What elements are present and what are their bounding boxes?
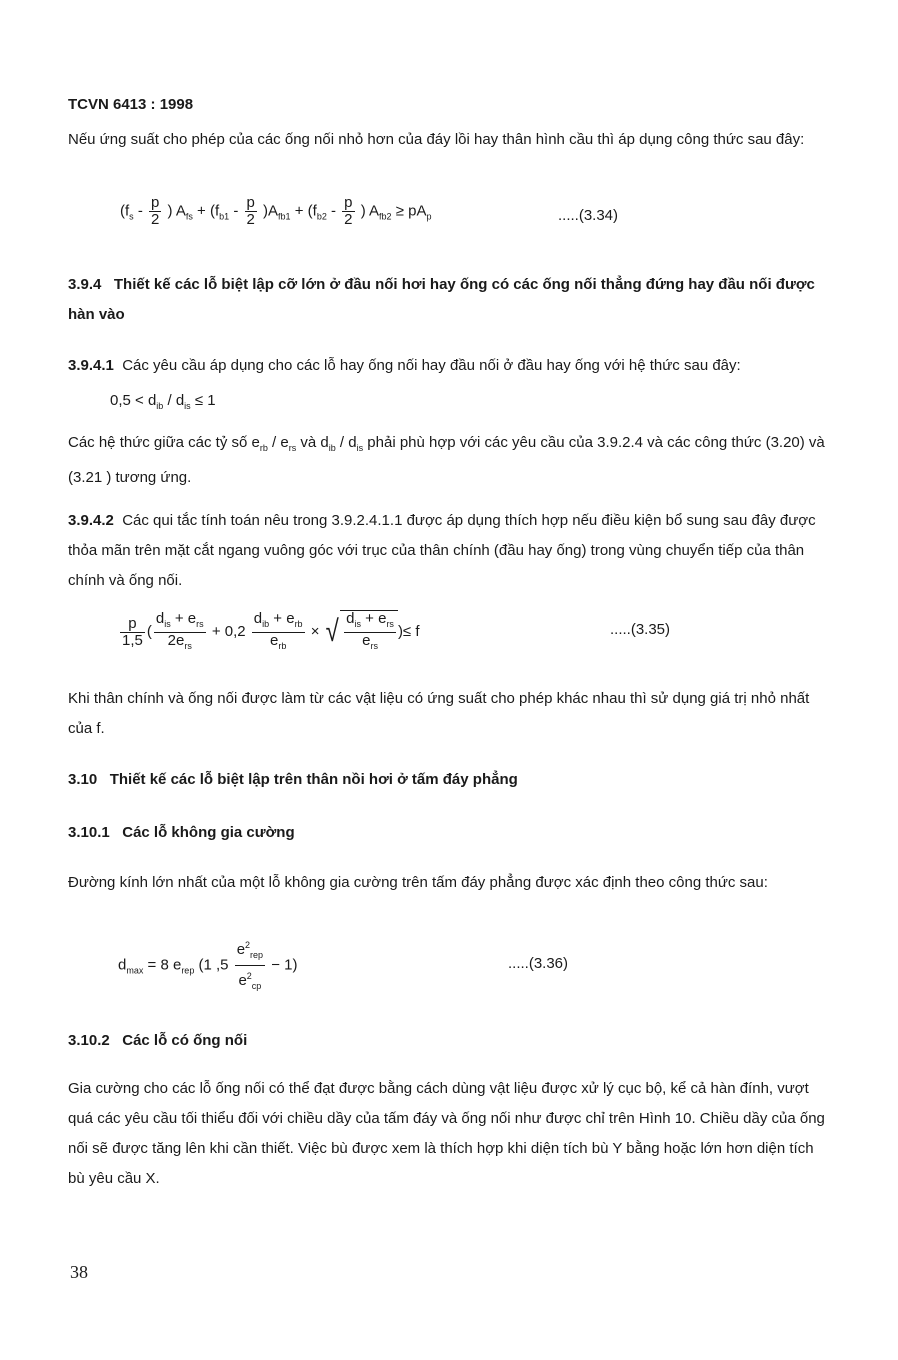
- equation-3-35: [118, 610, 420, 654]
- equation-3-36: [118, 935, 298, 996]
- eq-fraction: [245, 195, 257, 228]
- eq-text: + e: [269, 609, 295, 627]
- eq-sub: rb: [294, 618, 303, 629]
- eq-sub: max: [126, 965, 144, 976]
- eq-text: + (f: [290, 202, 317, 220]
- paragraph-ratios: [68, 428, 828, 493]
- standard-header: TCVN 6413 : 1998: [68, 96, 194, 113]
- eq-sub: ib: [328, 443, 336, 453]
- paragraph-text: Các yêu cầu áp dụng cho các lỗ hay ống nối hay đầu nối ở đầu hay ống với hệ thức sau đây:: [122, 357, 741, 374]
- paragraph-min-f: Khi thân chính và ống nối được làm từ các vật liệu có ứng suất cho phép khác nhau thì sử dụng giá trị nhỏ nhất của f.: [68, 690, 810, 737]
- fraction-denominator: 2: [246, 211, 255, 228]
- paragraph-3-9-4-1: [68, 351, 828, 381]
- eq-sub: is: [184, 401, 191, 411]
- eq-text: / d: [163, 392, 185, 409]
- eq-sub: p: [426, 211, 432, 222]
- paragraph-intro: Nếu ứng suất cho phép của các ống nối nhỏ hơn của đáy lồi hay thân hình cầu thì áp dụng công thức sau đây:: [68, 131, 805, 148]
- section-title: Thiết kế các lỗ biệt lập cỡ lớn ở đầu nối hơi hay ống có các ống nối thẳng đứng hay đầu nối được hàn vào: [68, 276, 815, 323]
- eq-text: ) A: [167, 202, 186, 220]
- eq-fraction: [120, 616, 145, 649]
- eq-sub: rs: [370, 641, 378, 651]
- fraction-numerator: p: [120, 616, 145, 633]
- eq-fraction: [252, 611, 305, 654]
- eq-text: = 8 e: [143, 956, 182, 974]
- section-number: 3.9.4: [68, 276, 102, 293]
- eq-sub: rb: [278, 640, 287, 651]
- paragraph-3-10-1: Đường kính lớn nhất của một lỗ không gia cường trên tấm đáy phẳng được xác định theo công thức sau:: [68, 874, 768, 891]
- eq-text: (f: [120, 202, 130, 220]
- fraction-denominator: [235, 966, 265, 996]
- eq-sub: rs: [196, 618, 204, 629]
- eq-sub: cp: [251, 981, 262, 991]
- eq-text: ≤ 1: [190, 392, 216, 409]
- eq-text: + e: [170, 609, 197, 627]
- eq-sup: 2: [245, 940, 251, 950]
- equation-number: .....(3.36): [508, 955, 569, 972]
- eq-sub: is: [164, 618, 171, 629]
- fraction-numerator: [235, 935, 265, 966]
- section-number: 3.9.4.1: [68, 357, 114, 374]
- section-number: 3.10.2: [68, 1032, 110, 1049]
- equation-number: .....(3.34): [558, 207, 619, 224]
- paragraph-text: và d: [296, 434, 329, 451]
- eq-text: 2e: [167, 631, 185, 649]
- eq-text: (: [146, 622, 152, 640]
- section-heading-3-10: [68, 765, 828, 795]
- eq-sub: rs: [288, 443, 297, 453]
- eq-text: -: [229, 202, 243, 220]
- page-number: 38: [70, 1262, 88, 1282]
- section-title: Thiết kế các lỗ biệt lập trên thân nồi hơi ở tấm đáy phẳng: [109, 771, 518, 788]
- fraction-numerator: p: [344, 194, 353, 211]
- eq-text: ≥ pA: [391, 202, 427, 220]
- eq-text: + 0,2: [211, 622, 246, 640]
- paragraph-3-9-4-2: [68, 506, 828, 596]
- eq-text: − 1): [271, 956, 298, 974]
- eq-text: -: [326, 202, 341, 220]
- inequality: [110, 392, 216, 411]
- paragraph-3-10-2: Gia cường cho các lỗ ống nối có thể đạt được bằng cách dùng vật liệu được xử lý cục bộ, kể cả hàn đính, vượt quá các yêu cầu tối thiểu đối với chiều dầy của tấm đáy và ống nối như được chỉ trên Hình 10. Chiều dầy của ống nối sẽ được tăng lên khi cần thiết. Việc bù được xem là thích hợp khi diện tích bù Y bằng hoặc lớn hơn diện tích bù yêu cầu X.: [68, 1080, 825, 1187]
- eq-sub: rs: [386, 619, 394, 629]
- paragraph-text: / e: [267, 434, 289, 451]
- paragraph-text: / d: [335, 434, 357, 451]
- fraction-numerator: [154, 611, 206, 633]
- eq-text: )A: [263, 202, 279, 220]
- eq-text: -: [133, 202, 148, 220]
- fraction-numerator: [344, 611, 396, 633]
- eq-sub: rep: [181, 965, 195, 976]
- paragraph-text: Các qui tắc tính toán nêu trong 3.9.2.4.1.1 được áp dụng thích hợp nếu điều kiện bổ sung sau đây được thỏa mãn trên mặt cắt ngang vuông góc với trục của thân chính (đầu hay ống) trong vùng chuyển tiếp của thân chính và ống nối.: [68, 512, 816, 589]
- sqrt-icon: √: [325, 615, 339, 648]
- fraction-denominator: 1,5: [122, 631, 143, 649]
- equation-3-34: [120, 195, 431, 228]
- eq-text: + e: [361, 610, 387, 627]
- eq-sub: b1: [219, 211, 230, 222]
- eq-sub: fs: [185, 211, 193, 222]
- eq-sub: is: [356, 443, 364, 453]
- eq-text: e: [238, 972, 247, 989]
- eq-fraction: [342, 195, 354, 228]
- eq-text: e: [236, 941, 246, 958]
- fraction-denominator: [344, 633, 396, 654]
- sqrt-body: [340, 610, 398, 654]
- section-number: 3.10.1: [68, 824, 110, 841]
- section-number: 3.10: [68, 771, 98, 788]
- eq-fraction: [154, 611, 206, 654]
- eq-sub: b2: [316, 211, 327, 222]
- eq-sub: rep: [250, 950, 264, 960]
- fraction-numerator: p: [151, 194, 160, 211]
- eq-sub: rb: [259, 443, 268, 453]
- eq-text: ×: [310, 622, 320, 640]
- fraction-numerator: [252, 611, 305, 633]
- section-heading-3-10-1: [68, 818, 828, 848]
- eq-text: d: [253, 609, 263, 627]
- fraction-denominator: [154, 633, 206, 654]
- equation-number: .....(3.35): [610, 621, 671, 638]
- eq-fraction: [235, 935, 265, 996]
- eq-sup: 2: [246, 971, 252, 981]
- eq-fraction: [149, 195, 161, 228]
- section-heading-3-9-4: [68, 270, 828, 330]
- fraction-denominator: 2: [151, 211, 160, 228]
- eq-text: d: [346, 610, 355, 627]
- eq-text: 0,5 < d: [110, 392, 157, 409]
- eq-text: (1 ,5: [194, 956, 229, 974]
- eq-text: d: [155, 609, 165, 627]
- section-heading-3-10-2: [68, 1026, 828, 1056]
- eq-sub: fb2: [379, 211, 392, 222]
- paragraph-text: Các hệ thức giữa các tỷ số e: [68, 434, 260, 451]
- section-title: Các lỗ có ống nối: [122, 1032, 248, 1049]
- fraction-denominator: [252, 633, 305, 654]
- eq-fraction: [344, 611, 396, 654]
- eq-text: e: [362, 632, 371, 649]
- paragraph-text: phải phù hợp với các yêu cầu của 3.9.2.4 và các công thức (3.20) và (3.21 ) tương ứng.: [68, 434, 825, 486]
- eq-text: )≤ f: [397, 622, 420, 640]
- section-number: 3.9.4.2: [68, 512, 114, 529]
- eq-sub: ib: [262, 618, 270, 629]
- eq-sub: s: [129, 211, 134, 222]
- eq-sub: rs: [184, 640, 192, 651]
- eq-text: e: [269, 631, 279, 649]
- eq-text: + (f: [192, 202, 220, 220]
- fraction-numerator: p: [246, 194, 255, 211]
- eq-sub: fb1: [278, 211, 291, 222]
- section-title: Các lỗ không gia cường: [122, 824, 295, 841]
- eq-text: ) A: [360, 202, 380, 220]
- fraction-denominator: 2: [344, 211, 353, 228]
- eq-text: d: [118, 956, 127, 974]
- eq-sub: is: [354, 619, 361, 629]
- eq-sub: ib: [156, 401, 164, 411]
